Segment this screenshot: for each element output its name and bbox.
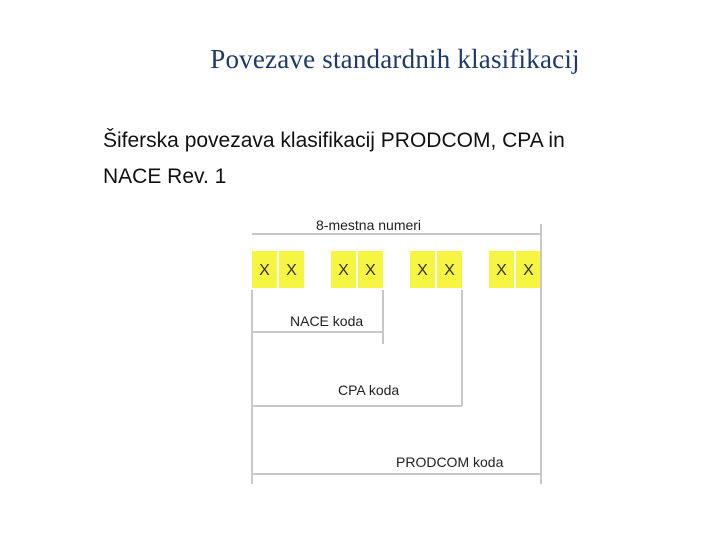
subtitle-line-1: Šiferska povezava klasifikacij PRODCOM, CPA in — [103, 129, 565, 152]
cell-char: X — [417, 262, 428, 279]
digit-cells — [252, 251, 541, 288]
slide-title: Povezave standardnih klasifikacij — [210, 44, 580, 74]
cell-char: X — [286, 262, 297, 279]
cell-char: X — [365, 262, 376, 279]
group-4 — [489, 251, 541, 288]
prodcom-label: PRODCOM koda — [396, 454, 504, 470]
group-3 — [410, 251, 462, 288]
group-2 — [331, 251, 383, 288]
cell-char: X — [444, 262, 455, 279]
nace-label: NACE koda — [290, 313, 364, 329]
subtitle-line-2: NACE Rev. 1 — [103, 165, 227, 188]
cell-char: X — [523, 262, 534, 279]
cpa-label: CPA koda — [338, 382, 400, 398]
group-1 — [252, 251, 304, 288]
top-label: 8-mestna numeri — [316, 217, 422, 233]
cell-char: X — [496, 262, 507, 279]
cell-char: X — [338, 262, 349, 279]
cell-char: X — [259, 262, 270, 279]
